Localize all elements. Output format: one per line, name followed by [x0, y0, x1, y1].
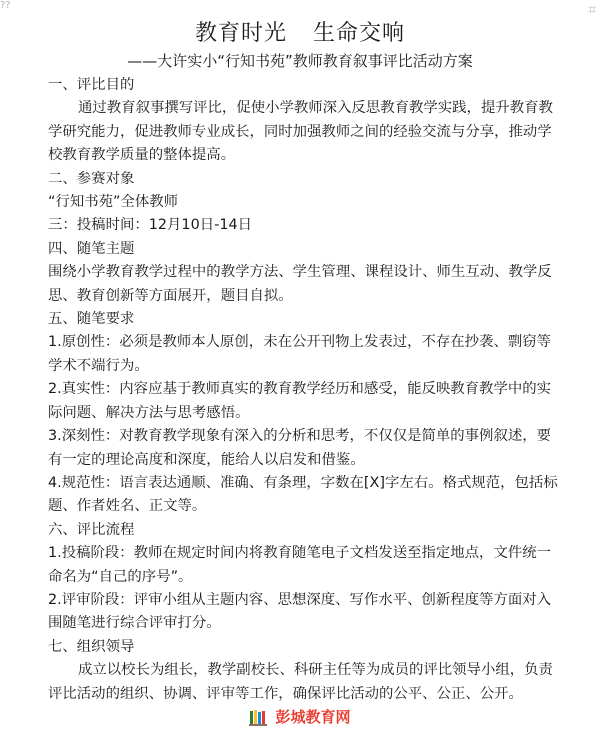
requirement-depth: 3.深刻性：对教育教学现象有深入的分析和思考，不仅仅是简单的事例叙述，要有一定的理论高度和深度，能给人以启发和借鉴。	[48, 428, 552, 468]
section-heading-deadline: 三：投稿时间：12月10日-14日	[48, 217, 253, 234]
logo-text: 彭城教育网	[275, 708, 351, 726]
section-text-organization: 成立以校长为组长，教学副校长、科研主任等为成员的评比领导小组，负责评比活动的组织、协调、评审等工作，确保评比活动的公平、公正、公开。	[48, 662, 553, 702]
section-text-purpose: 通过教育叙事撰写评比，促使小学教师深入反思教育教学实践，提升教育教学研究能力，促进教师专业成长，同时加强教师之间的经验交流与分享，推动学校教育教学质量的整体提高。	[48, 100, 553, 164]
process-step-review: 2.评审阶段：评审小组从主题内容、思想深度、写作水平、创新程度等方面对入围随笔进行综合评审打分。	[48, 591, 552, 632]
section-text-theme: 围绕小学教育教学过程中的教学方法、学生管理、课程设计、师生互动、教学反思、教育创新等方面展开，题目自拟。	[48, 264, 552, 304]
site-logo	[0, 706, 600, 727]
requirement-originality: 1.原创性：必须是教师本人原创，未在公开刊物上发表过，不存在抄袭、剽窃等学术不端行为。	[48, 334, 552, 374]
section-heading-purpose: 一、评比目的	[48, 77, 135, 93]
page-subtitle: ——大许实小“行知书苑”教师教育叙事评比活动方案	[127, 52, 473, 70]
title-part-b: 生命交响	[313, 21, 406, 46]
section-heading-theme: 四、随笔主题	[48, 240, 135, 257]
page-title	[0, 16, 600, 47]
grid-icon: ⌗	[588, 2, 596, 18]
book-logo-icon	[249, 709, 269, 727]
section-heading-organization: 七、组织领导	[48, 638, 135, 655]
title-part-a: 教育时光	[194, 21, 287, 46]
section-heading-process: 六、评比流程	[48, 521, 135, 538]
requirement-authenticity: 2.真实性：内容应基于教师真实的教育教学经历和感受，能反映教育教学中的实际问题、解决方法与思考感悟。	[48, 381, 552, 421]
section-heading-participants: 二、参赛对象	[48, 170, 135, 187]
corner-marker: ??	[0, 0, 11, 11]
requirement-standard: 4.规范性：语言表达通顺、准确、有条理，字数在[X]字左右。格式规范，包括标题、作者姓名、正文等。	[48, 474, 558, 515]
section-heading-requirements: 五、随笔要求	[48, 311, 135, 328]
document-body	[48, 74, 560, 706]
section-text-participants: “行知书苑”全体教师	[48, 194, 179, 211]
process-step-submission: 1.投稿阶段：教师在规定时间内将教育随笔电子文档发送至指定地点，文件统一命名为“自己的序号”。	[48, 545, 552, 585]
